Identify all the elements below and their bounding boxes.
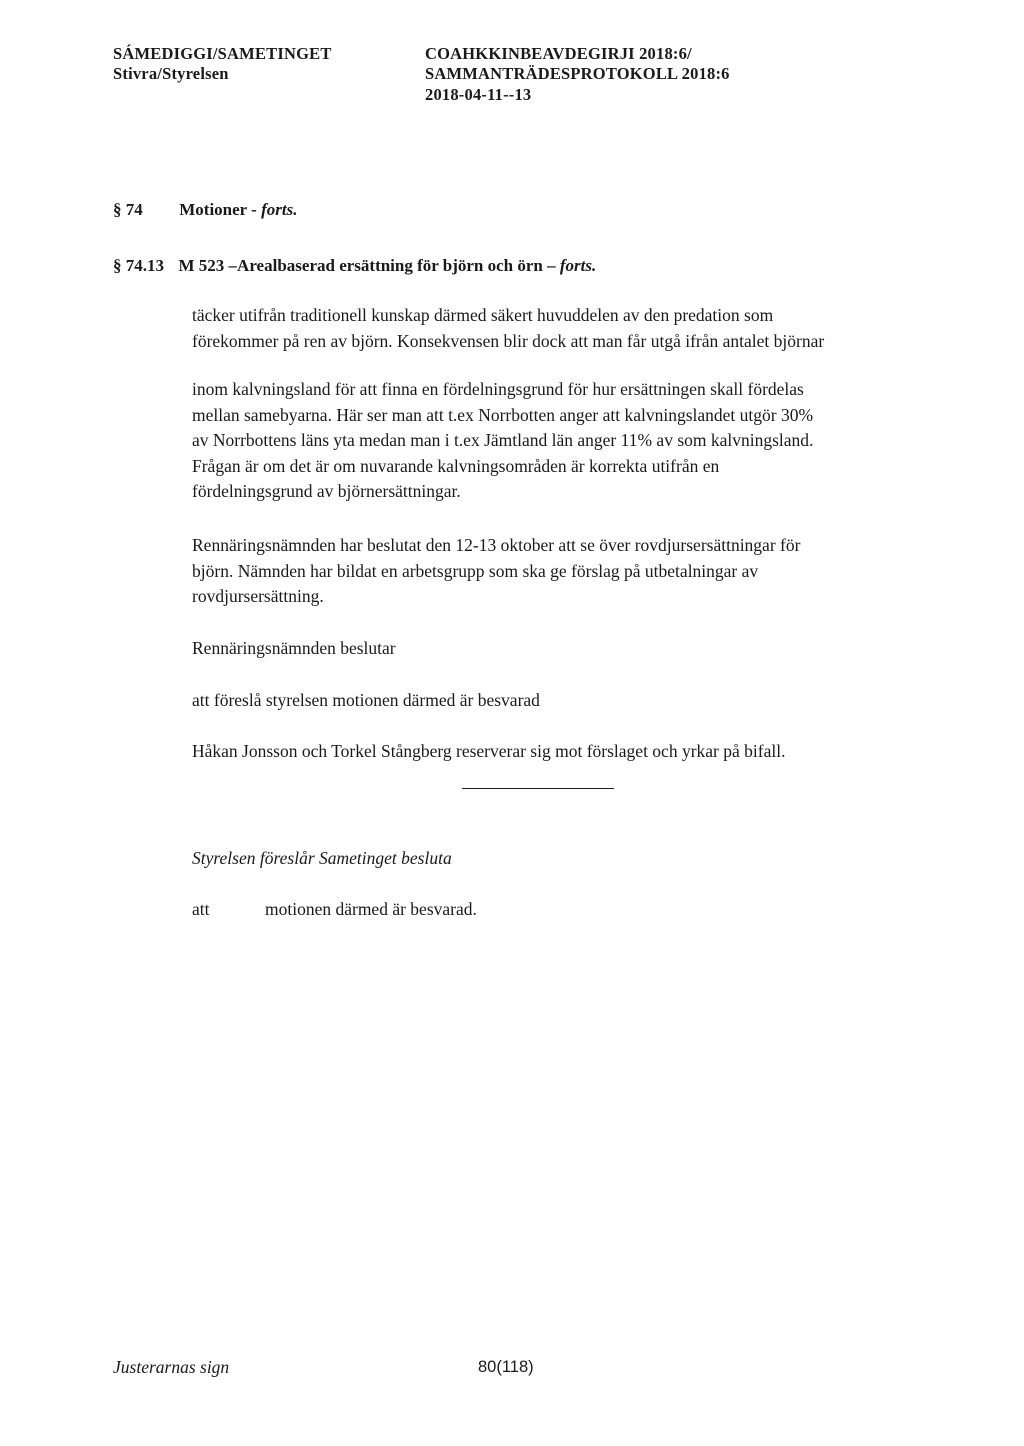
paragraph-line: fördelningsgrund av björnersättningar. <box>192 481 461 501</box>
proposal-text: motionen därmed är besvarad. <box>265 899 477 919</box>
proposal-att: att <box>192 899 210 919</box>
subsection-symbol: § <box>113 256 122 275</box>
decision-text: att föreslå styrelsen motionen därmed är besvarad <box>192 690 540 710</box>
org-name: SÁMEDIGGI/SAMETINGET <box>113 44 332 63</box>
paragraph-line: täcker utifrån traditionell kunskap därmed säkert huvuddelen av den predation som <box>192 305 774 325</box>
signature-label: Justerarnas sign <box>113 1357 230 1377</box>
paragraph-1 <box>192 303 972 354</box>
subsection-heading <box>113 256 596 276</box>
section-heading <box>113 200 297 220</box>
paragraph-line: förekommer på ren av björn. Konsekvensen blir dock att man får utgå ifrån antalet björnar <box>192 330 825 351</box>
subsection-number: 74.13 <box>125 256 164 275</box>
decision-intro: Rennäringsnämnden beslutar <box>192 638 396 658</box>
paragraph-3 <box>192 533 972 610</box>
paragraph-line: inom kalvningsland för att finna en fördelningsgrund för hur ersättningen skall fördelas <box>192 379 804 399</box>
subsection-title-suffix: forts. <box>559 256 597 275</box>
subsection-title: M 523 –Arealbaserad ersättning för björn och örn – <box>178 256 556 275</box>
section-title-suffix: forts. <box>261 200 298 219</box>
paragraph-line: av Norrbottens läns yta medan man i t.ex Jämtland län anger 11% av som kalvningsland. <box>192 430 814 450</box>
page-number: 80(118) <box>478 1358 534 1376</box>
section-title: Motioner - <box>179 200 257 219</box>
divider-line <box>462 788 614 789</box>
proposal-heading: Styrelsen föreslår Sametinget besluta <box>192 848 452 868</box>
protocol-title-swedish: SAMMANTRÄDESPROTOKOLL 2018:6 <box>425 64 730 83</box>
org-unit: Stivra/Styrelsen <box>113 64 229 83</box>
paragraph-line: mellan samebyarna. Här ser man att t.ex Norrbotten anger att kalvningslandet utgör 30% <box>192 404 814 425</box>
paragraph-line: Rennäringsnämnden har beslutat den 12-13 oktober att se över rovdjursersättningar för <box>192 535 801 555</box>
meeting-date: 2018-04-11--13 <box>425 85 532 104</box>
paragraph-line: björn. Nämnden har bildat en arbetsgrupp som ska ge förslag på utbetalningar av <box>192 560 759 581</box>
section-symbol: § <box>113 200 122 219</box>
section-number: 74 <box>125 200 143 219</box>
paragraph-2 <box>192 377 972 505</box>
protocol-title-sami: COAHKKINBEAVDEGIRJI 2018:6/ <box>425 44 692 63</box>
reservation-text: Håkan Jonsson och Torkel Stångberg reserverar sig mot förslaget och yrkar på bifall. <box>192 741 786 761</box>
paragraph-line: rovdjursersättning. <box>192 586 324 606</box>
paragraph-line: Frågan är om det är om nuvarande kalvningsområden är korrekta utifrån en <box>192 455 720 476</box>
